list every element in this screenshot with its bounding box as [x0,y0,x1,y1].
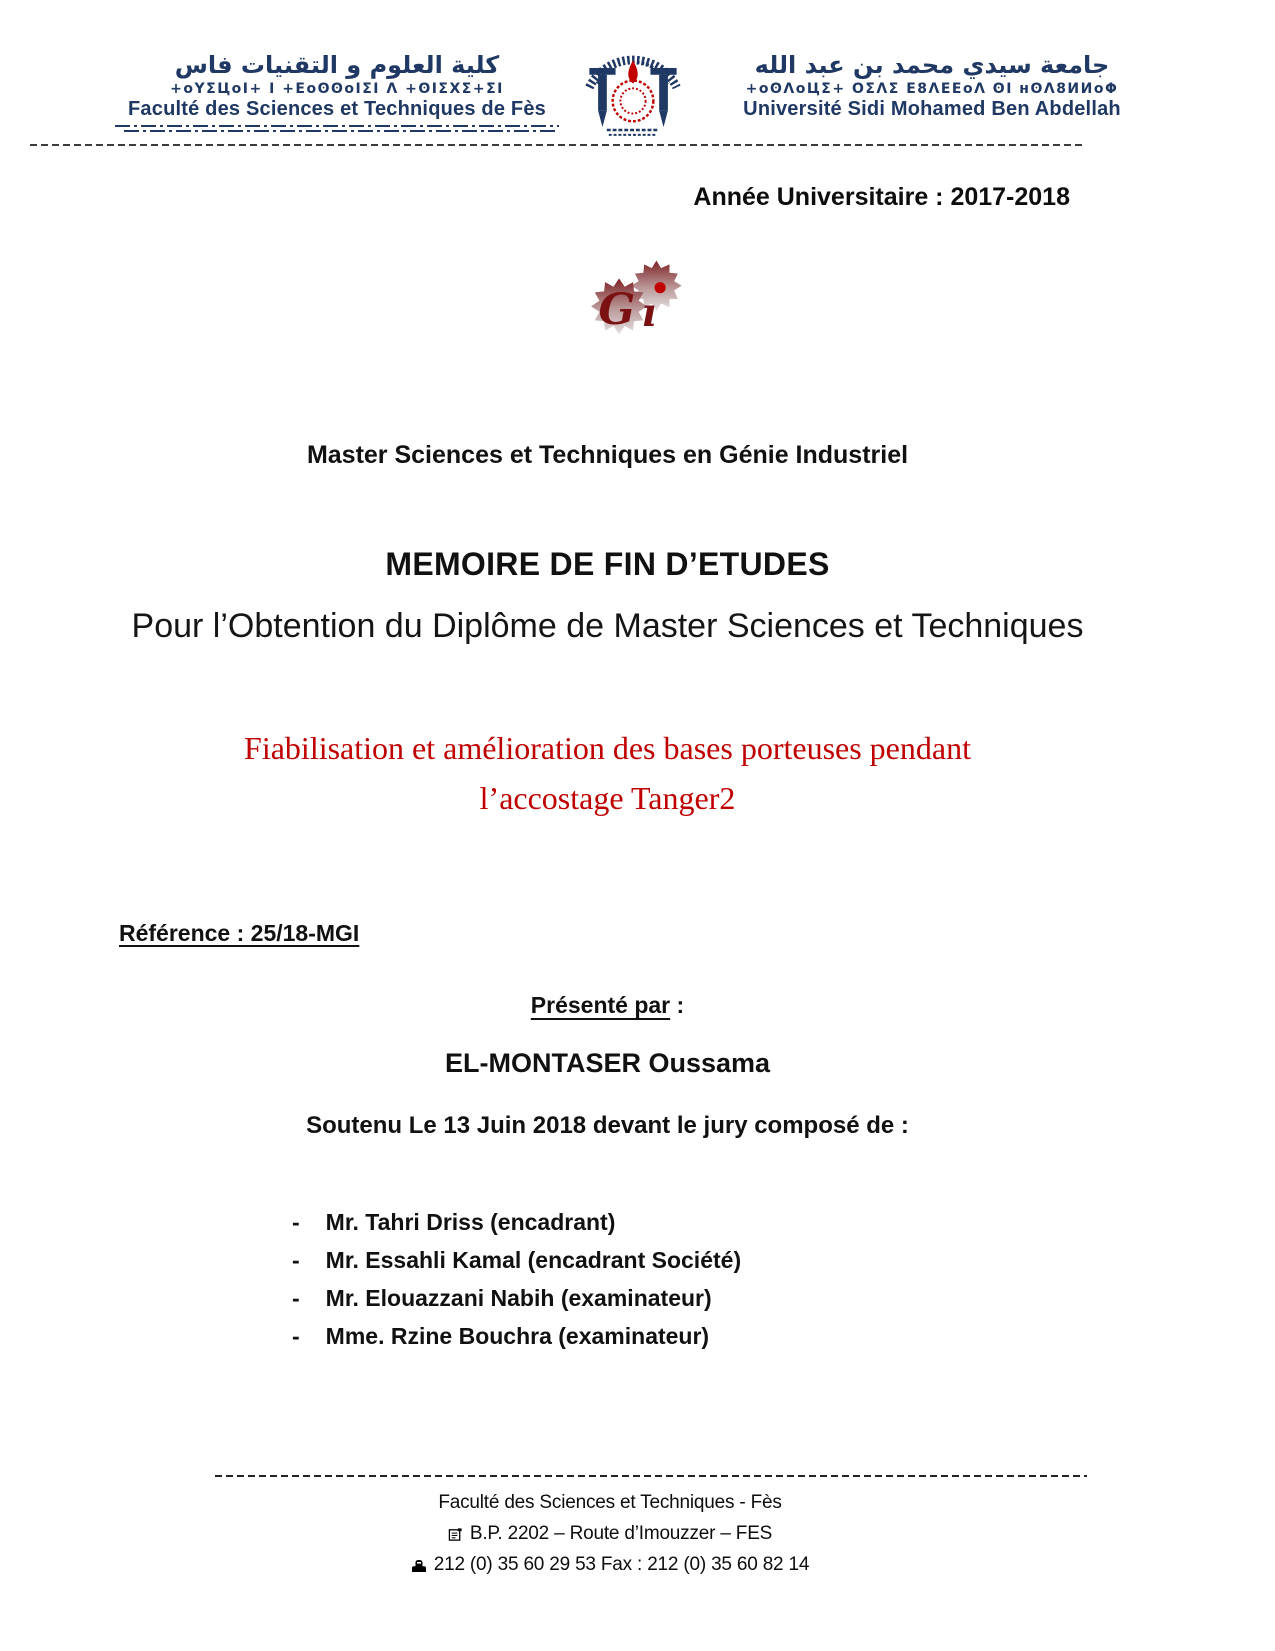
author-name: EL-MONTASER Oussama [444,1048,771,1078]
jury-bullet: - [292,1323,300,1349]
svg-text:G: G [598,285,636,336]
jury-member-name: Mr. Tahri Driss (encadrant) [325,1209,616,1235]
university-header-block [698,50,1166,121]
jury-member-name: Mr. Elouazzani Nabih (examinateur) [325,1285,712,1311]
faculty-dashdot-underline [115,125,559,132]
jury-list [292,1208,741,1360]
footer-address-line [0,1523,1220,1545]
mail-document-icon [448,1527,463,1542]
genie-industriel-gears-logo [578,250,690,344]
header-dashed-separator [30,144,1086,146]
jury-bullet: - [292,1209,300,1235]
svg-text:ı: ı [641,289,657,336]
faculty-name-arabic: كلية العلوم و التقنيات فاس [174,51,500,79]
presented-by-underlined: Présenté par [530,992,671,1018]
defense-date-line: Soutenu Le 13 Juin 2018 devant le jury composé de : [306,1112,909,1139]
jury-member-row [292,1322,741,1351]
jury-member-name: Mme. Rzine Bouchra (examinateur) [325,1323,710,1349]
phone-icon [411,1558,427,1573]
footer-phone-text: 212 (0) 35 60 29 53 Fax : 212 (0) 35 60 82 14 [433,1554,810,1575]
presented-by-label [0,992,1215,1019]
jury-member-name: Mr. Essahli Kamal (encadrant Société) [325,1247,742,1273]
document-type-title: MEMOIRE DE FIN D’ETUDES [385,546,830,582]
footer-institution-line: Faculté des Sciences et Techniques - Fès [438,1492,782,1513]
presented-by-colon: : [670,992,685,1018]
jury-member-row [292,1246,741,1275]
university-emblem-logo [570,26,696,140]
faculty-name-tifinagh: +oYΣЦoI+ I +ΕoʘʘoIΣI Λ +ʘIΣΧΣ+ΣI [170,81,504,97]
university-name-arabic: جامعة سيدي محمد بن عبد الله [754,51,1110,79]
footer-phone-line [0,1554,1220,1576]
faculty-name-french: Faculté des Sciences et Techniques de Fès [128,98,546,120]
university-name-tifinagh: +oʘΛoЦΣ+ ΟΣΛΣ Ε8ΛΕΕoΛ ʘI ʜʘΛ8ИИoΦ [745,81,1119,97]
program-title: Master Sciences et Techniques en Génie Industriel [306,441,909,469]
thesis-title-line2: l’accostage Tanger2 [479,780,736,816]
jury-member-row [292,1284,741,1313]
reference-number: Référence : 25/18-MGI [119,920,360,946]
degree-purpose-line: Pour l’Obtention du Diplôme de Master Sciences et Techniques [131,607,1084,645]
jury-bullet: - [292,1247,300,1273]
faculty-header-block [108,50,566,132]
university-name-french: Université Sidi Mohamed Ben Abdellah [743,98,1121,120]
footer-address-text: B.P. 2202 – Route d’Imouzzer – FES [469,1523,773,1544]
thesis-title [0,723,1215,823]
jury-member-row [292,1208,741,1237]
jury-bullet: - [292,1285,300,1311]
academic-year: Année Universitaire : 2017-2018 [693,183,1070,211]
footer-dashed-separator [215,1475,1087,1477]
thesis-title-line1: Fiabilisation et amélioration des bases porteuses pendant [244,730,971,766]
